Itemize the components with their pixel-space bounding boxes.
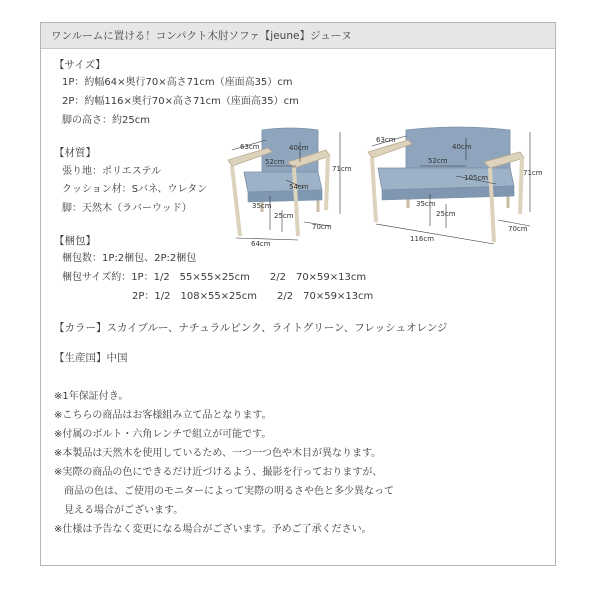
note-line: 商品の色は、ご使用のモニターによって実際の明るさや色と多少異なって: [64, 486, 394, 497]
dim-label: 105cm: [464, 174, 489, 182]
dim-label: 64cm: [251, 240, 271, 248]
color-list: 【カラー】スカイブルー、ナチュラルピンク、ライトグリーン、フレッシュオレンジ: [54, 322, 448, 334]
dim-label: 52cm: [265, 158, 285, 166]
material-cushion: クッション材：Sバネ、ウレタン: [62, 184, 208, 195]
dim-label: 40cm: [289, 144, 309, 152]
note-line: ※仕様は予告なく変更になる場合がございます。予めご了承ください。: [54, 524, 372, 535]
note-line: ※付属のボルト・六角レンチで組立が可能です。: [54, 429, 272, 440]
dim-label: 70cm: [312, 223, 332, 231]
dim-label: 116cm: [410, 235, 435, 243]
dim-label: 71cm: [332, 165, 352, 173]
size-2p: 2P：約幅116×奥行70×高さ71cm（座面高35）cm: [62, 96, 299, 107]
leg-height: 脚の高さ：約25cm: [62, 115, 150, 126]
dim-label: 70cm: [508, 225, 528, 233]
dim-label: 35cm: [416, 200, 436, 208]
dim-label: 71cm: [523, 169, 543, 177]
dim-label: 25cm: [274, 212, 294, 220]
product-title-bar: ワンルームに置ける！コンパクト木肘ソファ【jeune】ジューヌ: [41, 23, 555, 49]
sofa-2p-dimension-diagram: [362, 124, 552, 254]
size-heading: 【サイズ】: [54, 59, 106, 71]
material-upholstery: 張り地：ポリエステル: [62, 166, 162, 177]
packing-size-1p: 梱包サイズ約：1P：1/2 55×55×25cm 2/2 70×59×13cm: [62, 272, 367, 283]
dim-label: 63cm: [376, 136, 396, 144]
dim-label: 52cm: [428, 157, 448, 165]
note-line: ※実際の商品の色にできるだけ近づけるよう、撮影を行っておりますが、: [54, 467, 383, 478]
packing-count: 梱包数：1P:2梱包、2P:2梱包: [62, 253, 197, 264]
country-of-origin: 【生産国】中国: [54, 352, 128, 364]
dim-label: 54cm: [289, 183, 309, 191]
dim-label: 35cm: [252, 202, 272, 210]
dim-label: 25cm: [436, 210, 456, 218]
note-line: ※1年保証付き。: [54, 391, 129, 402]
size-1p: 1P：約幅64×奥行70×高さ71cm（座面高35）cm: [62, 77, 293, 88]
note-line: 見える場合がございます。: [64, 505, 184, 516]
packing-size-2p: 2P：1/2 108×55×25cm 2/2 70×59×13cm: [132, 291, 374, 302]
dim-label: 40cm: [452, 143, 472, 151]
note-line: ※本製品は天然木を使用しているため、一つ一つ色や木目が異なります。: [54, 448, 382, 459]
packing-heading: 【梱包】: [54, 235, 96, 247]
material-heading: 【材質】: [54, 147, 96, 159]
sofa-1p-dimension-diagram: [222, 124, 352, 254]
note-line: ※こちらの商品はお客様組み立て品となります。: [54, 410, 272, 421]
material-legs: 脚：天然木（ラバーウッド）: [62, 203, 192, 214]
dim-label: 63cm: [240, 143, 260, 151]
